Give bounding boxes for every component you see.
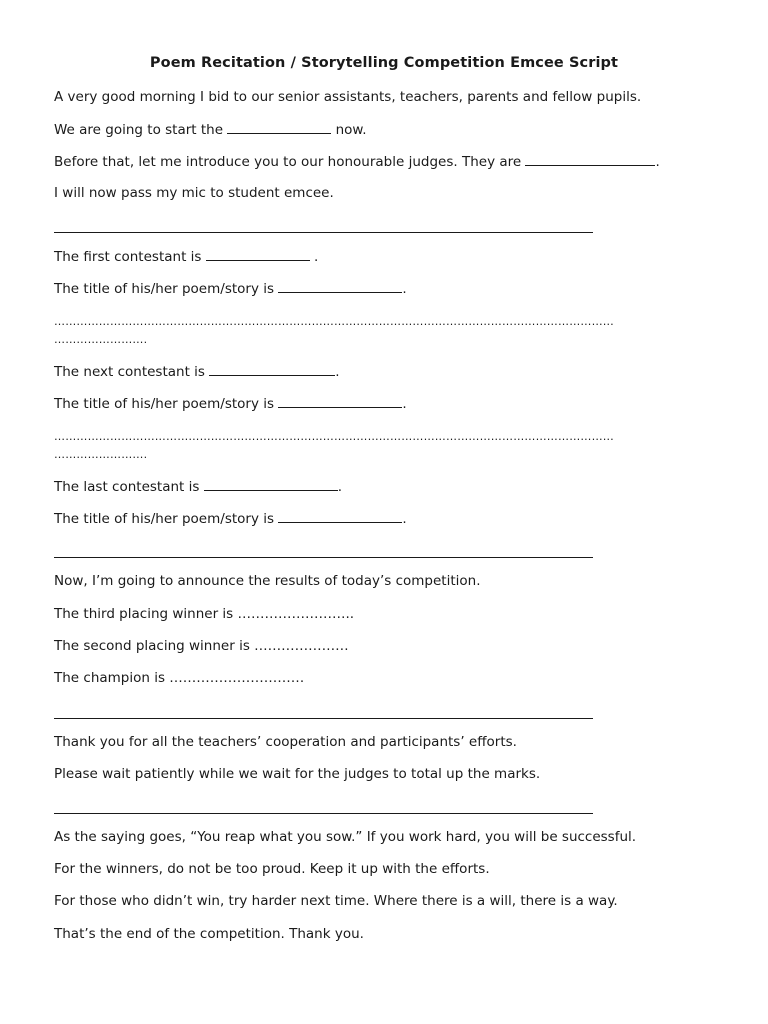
section-divider [54, 232, 593, 233]
judges-line [54, 153, 660, 170]
section-divider [54, 718, 593, 719]
saying-line: As the saying goes, “You reap what you sow.” If you work hard, you will be successful. [54, 829, 637, 845]
thanks-line: Thank you for all the teachers’ cooperation and participants’ efforts. [54, 734, 517, 750]
last-title-line [54, 510, 407, 527]
winners-line: For the winners, do not be too proud. Keep it up with the efforts. [54, 861, 490, 877]
next-contestant-blank [209, 363, 335, 376]
first-title-end: . [402, 281, 407, 297]
dotted-line: ……………………. [54, 333, 148, 346]
first-contestant-line [54, 248, 318, 265]
next-contestant-end: . [335, 364, 340, 380]
dotted-line: ……………………. [54, 448, 148, 461]
first-title-blank [278, 280, 402, 293]
last-contestant-line [54, 478, 342, 495]
first-title-text: The title of his/her poem/story is [54, 281, 275, 297]
next-title-line [54, 395, 407, 412]
next-title-text: The title of his/her poem/story is [54, 396, 275, 412]
event-blank [227, 121, 331, 134]
first-contestant-blank [206, 248, 310, 261]
start-line-text: We are going to start the [54, 122, 224, 138]
next-title-blank [278, 395, 402, 408]
last-contestant-blank [204, 478, 338, 491]
section-divider [54, 557, 593, 558]
greeting-line: A very good morning I bid to our senior assistants, teachers, parents and fellow pupils. [54, 89, 642, 105]
last-title-text: The title of his/her poem/story is [54, 511, 275, 527]
document-title: Poem Recitation / Storytelling Competition Emcee Script [149, 55, 619, 71]
first-title-line [54, 280, 407, 297]
third-place-line: The third placing winner is …………………….. [54, 606, 355, 622]
next-contestant-line [54, 363, 340, 380]
results-intro-line: Now, I’m going to announce the results of today’s competition. [54, 573, 481, 589]
start-line [54, 121, 367, 138]
last-contestant-end: . [337, 479, 342, 495]
last-contestant-text: The last contestant is [54, 479, 200, 495]
judges-line-text: Before that, let me introduce you to our honourable judges. They are [54, 154, 522, 170]
dotted-line: …………………………………………………………………………………………………………………………………… [54, 430, 614, 443]
wait-line: Please wait patiently while we wait for the judges to total up the marks. [54, 766, 541, 782]
next-title-end: . [402, 396, 407, 412]
second-place-line: The second placing winner is ………………… [54, 638, 349, 654]
closing-line: That’s the end of the competition. Thank you. [54, 926, 364, 942]
judges-blank [525, 153, 655, 166]
non-winners-line: For those who didn’t win, try harder next time. Where there is a will, there is a way. [54, 893, 618, 909]
first-contestant-text: The first contestant is [54, 249, 202, 265]
pass-mic-line: I will now pass my mic to student emcee. [54, 185, 334, 201]
first-contestant-end: . [314, 249, 319, 265]
champion-line: The champion is ………………………… [54, 670, 305, 686]
dotted-line: …………………………………………………………………………………………………………………………………… [54, 315, 614, 328]
start-line-end: now. [335, 122, 367, 138]
last-title-blank [278, 510, 402, 523]
next-contestant-text: The next contestant is [54, 364, 205, 380]
last-title-end: . [402, 511, 407, 527]
section-divider [54, 813, 593, 814]
judges-line-end: . [655, 154, 660, 170]
